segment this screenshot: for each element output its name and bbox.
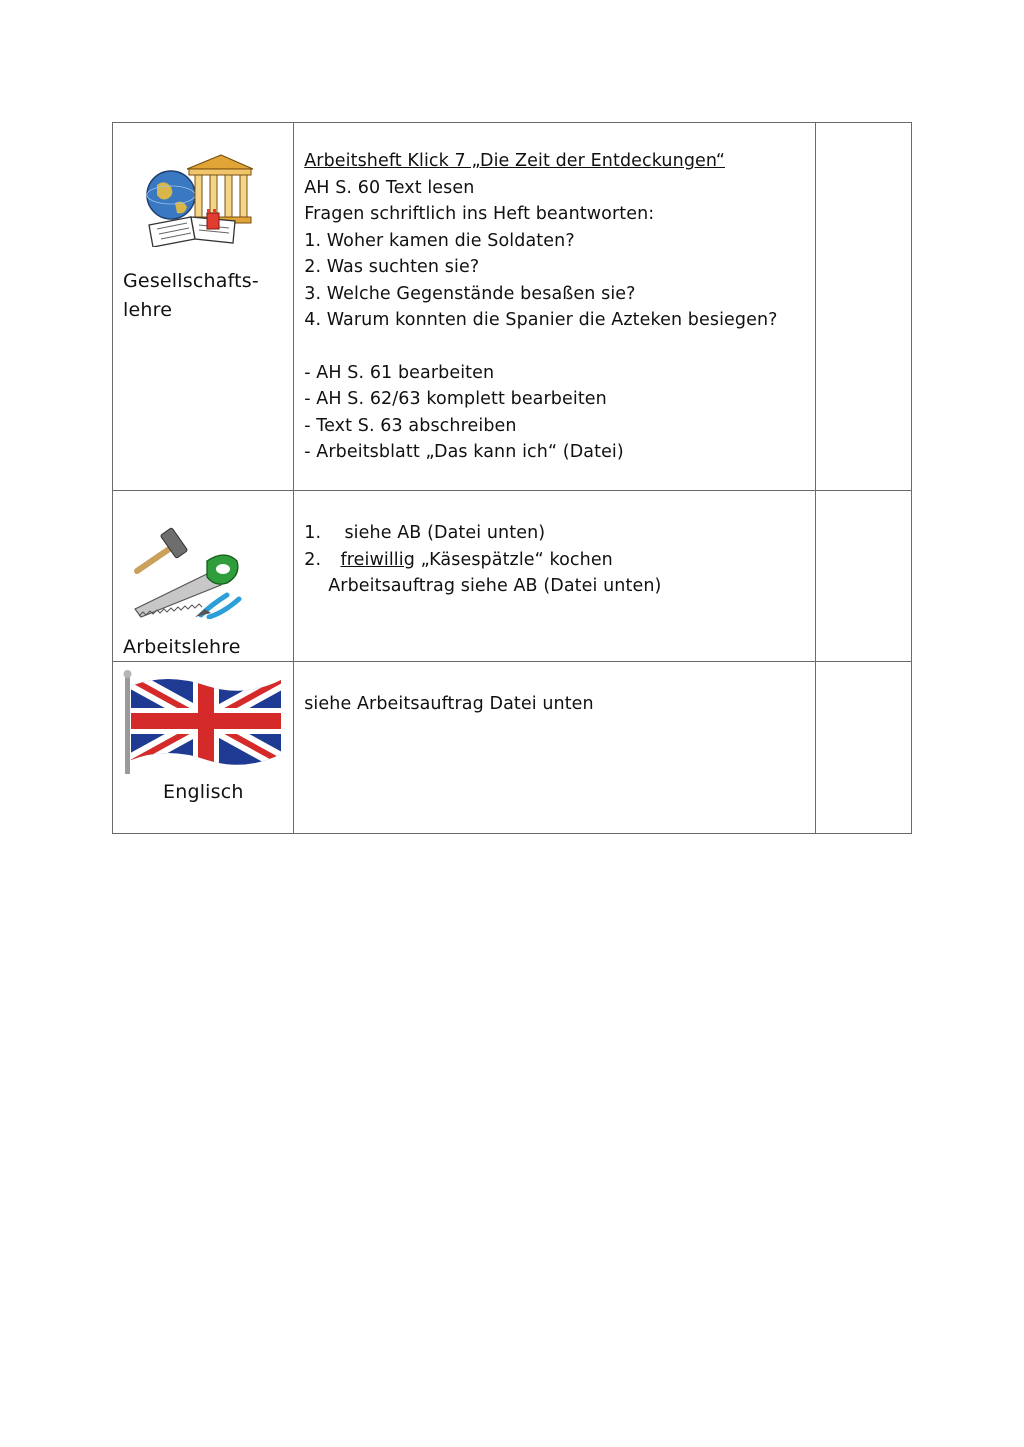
check-cell xyxy=(815,662,911,834)
subject-cell xyxy=(113,491,294,662)
question-item: 1. Woher kamen die Soldaten? xyxy=(304,230,575,251)
question-item: 4. Warum konnten die Spanier die Azteken besiegen? xyxy=(304,310,778,330)
task-cell xyxy=(294,123,816,491)
bullet-item: - Text S. 63 abschreiben xyxy=(304,415,517,436)
task-cell xyxy=(294,662,816,834)
underlined-word: freiwillig xyxy=(340,549,415,570)
task-line: siehe Arbeitsauftrag Datei unten xyxy=(304,694,594,714)
bullet-item: - Arbeitsblatt „Das kann ich“ (Datei) xyxy=(304,442,624,462)
check-cell xyxy=(815,123,911,491)
subject-label: Englisch xyxy=(163,781,244,803)
task-title: Arbeitsheft Klick 7 „Die Zeit der Entdeckungen“ xyxy=(304,151,725,171)
check-cell xyxy=(815,491,911,662)
tools-icon xyxy=(129,523,249,619)
list-text: siehe AB (Datei unten) xyxy=(344,523,546,543)
list-number: 1. xyxy=(304,523,322,543)
table-row xyxy=(113,662,912,834)
table-row xyxy=(113,123,912,491)
list-number: 2. xyxy=(304,549,322,570)
subject-label: Arbeitslehre xyxy=(123,636,241,658)
task-cell xyxy=(294,491,816,662)
subject-label: lehre xyxy=(123,299,173,321)
task-line: Fragen schriftlich ins Heft beantworten: xyxy=(304,204,655,224)
subject-cell xyxy=(113,123,294,491)
globe-books-temple-icon xyxy=(143,151,255,247)
list-item xyxy=(304,547,815,574)
list-continuation: Arbeitsauftrag siehe AB (Datei unten) xyxy=(328,576,662,596)
bullet-item: - AH S. 62/63 komplett bearbeiten xyxy=(304,389,607,409)
table-row xyxy=(113,491,912,662)
task-line: AH S. 60 Text lesen xyxy=(304,177,475,198)
bullet-item: - AH S. 61 bearbeiten xyxy=(304,362,495,383)
list-item xyxy=(304,520,815,547)
plan-table xyxy=(112,122,912,834)
question-item: 3. Welche Gegenstände besaßen sie? xyxy=(304,283,636,304)
union-jack-flag-icon xyxy=(119,668,285,776)
list-text: „Käsespätzle“ kochen xyxy=(414,549,613,570)
question-item: 2. Was suchten sie? xyxy=(304,257,480,277)
subject-cell xyxy=(113,662,294,834)
subject-label: Gesellschafts- xyxy=(123,270,259,292)
